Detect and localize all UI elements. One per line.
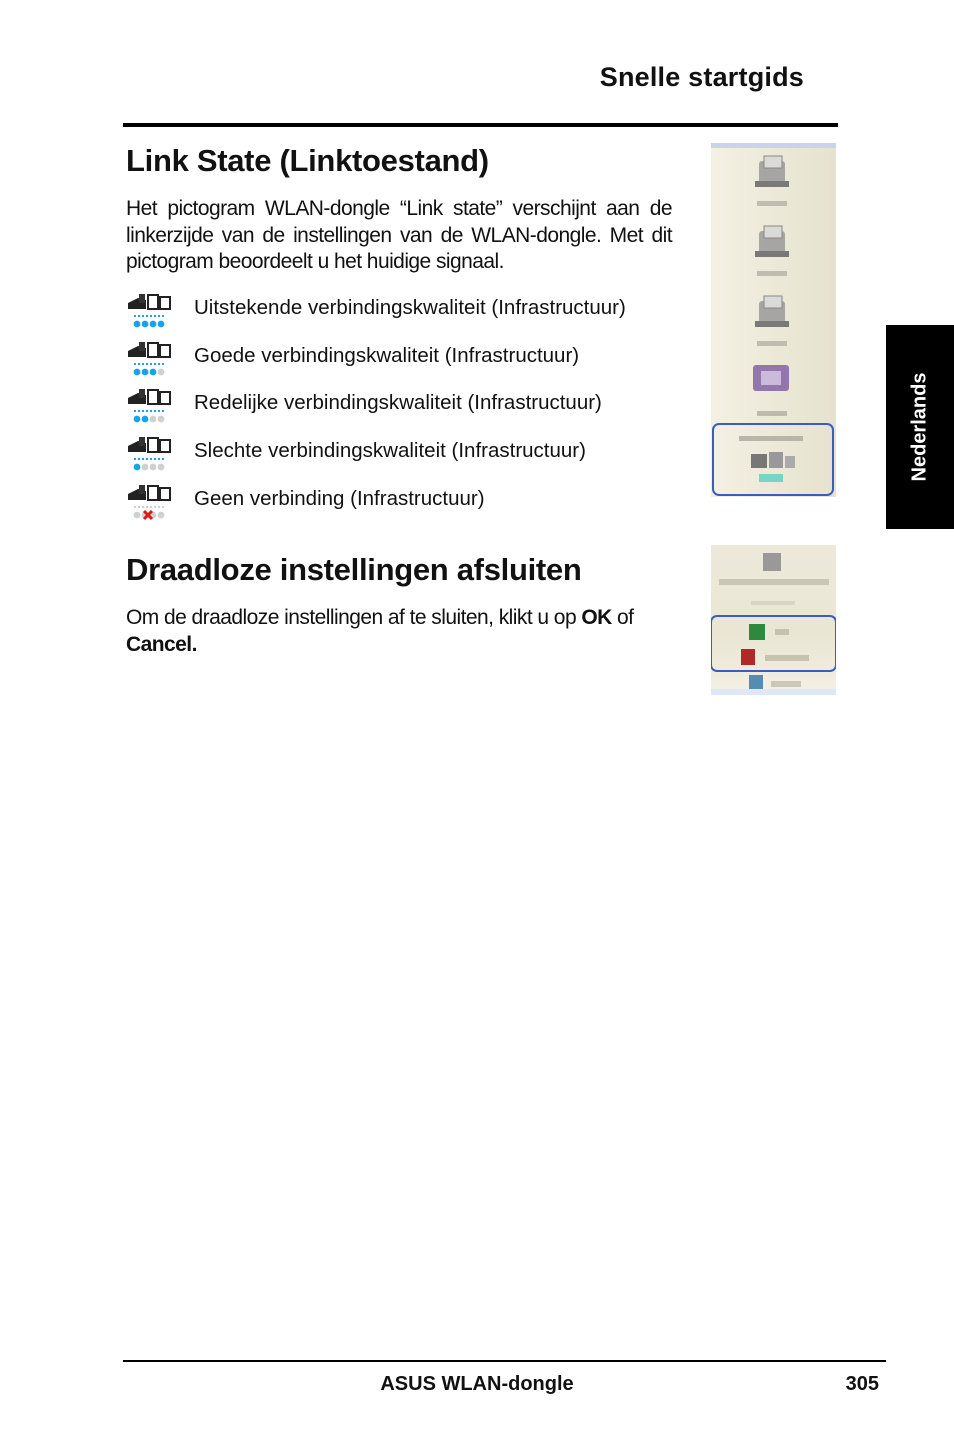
language-tab-label: Nederlands: [908, 372, 931, 482]
utility-sidebar-graphic: [711, 143, 836, 497]
header-rule: [123, 123, 838, 127]
language-side-tab: [886, 325, 954, 529]
advanced-icon: [753, 365, 789, 416]
ok-cancel-screenshot: [711, 545, 836, 695]
link-state-icon: [126, 386, 176, 426]
utility-sidebar-screenshot: [711, 143, 836, 497]
link-state-row: [126, 482, 686, 522]
link-state-icon: [126, 482, 176, 522]
survey-icon: [755, 296, 789, 346]
link-state-row: [126, 339, 686, 379]
link-state-row: [126, 434, 686, 474]
close-text-before: Om de draadloze instellingen af te sluiten, klikt u op: [126, 606, 582, 629]
link-state-icon: [126, 339, 176, 379]
close-text-mid: of: [611, 606, 634, 629]
advanced-icon: [719, 553, 829, 605]
section-heading-close-settings: Draadloze instellingen afsluiten: [126, 552, 582, 587]
link-state-label: Goede verbindingskwaliteit (Infrastructuur): [194, 344, 580, 367]
help-icon: [749, 675, 801, 691]
header-title: Snelle startgids: [599, 62, 804, 92]
ok-cancel-graphic: [711, 545, 836, 695]
footer-rule: [123, 1360, 886, 1362]
footer-title: ASUS WLAN-dongle: [380, 1373, 574, 1395]
config-icon: [755, 156, 789, 206]
link-state-icon: [751, 452, 795, 482]
page-number: 305: [845, 1373, 879, 1395]
link-state-row: [126, 291, 686, 331]
ok-icon: [749, 624, 789, 640]
link-state-icon: [126, 291, 176, 331]
link-state-label: Geen verbinding (Infrastructuur): [194, 487, 485, 510]
link-state-label: Redelijke verbindingskwaliteit (Infrastructuur): [194, 391, 602, 414]
link-state-row: [126, 386, 686, 426]
ok-term: OK: [581, 606, 612, 629]
link-state-label: Slechte verbindingskwaliteit (Infrastructuur): [194, 439, 586, 462]
link-state-label: Uitstekende verbindingskwaliteit (Infrastructuur): [194, 296, 626, 319]
cancel-icon: [741, 649, 809, 665]
cancel-term: Cancel.: [126, 632, 197, 656]
link-state-paragraph: Het pictogram WLAN-dongle “Link state” verschijnt aan de linkerzijde van de instellingen van de WLAN-dongle. Met dit pictogram beoordeelt u het huidige signaal.: [126, 197, 672, 273]
close-settings-paragraph: [126, 605, 672, 658]
status-icon: [755, 226, 789, 276]
section-heading-link-state: Link State (Linktoestand): [126, 143, 489, 178]
link-state-icon: [126, 434, 176, 474]
